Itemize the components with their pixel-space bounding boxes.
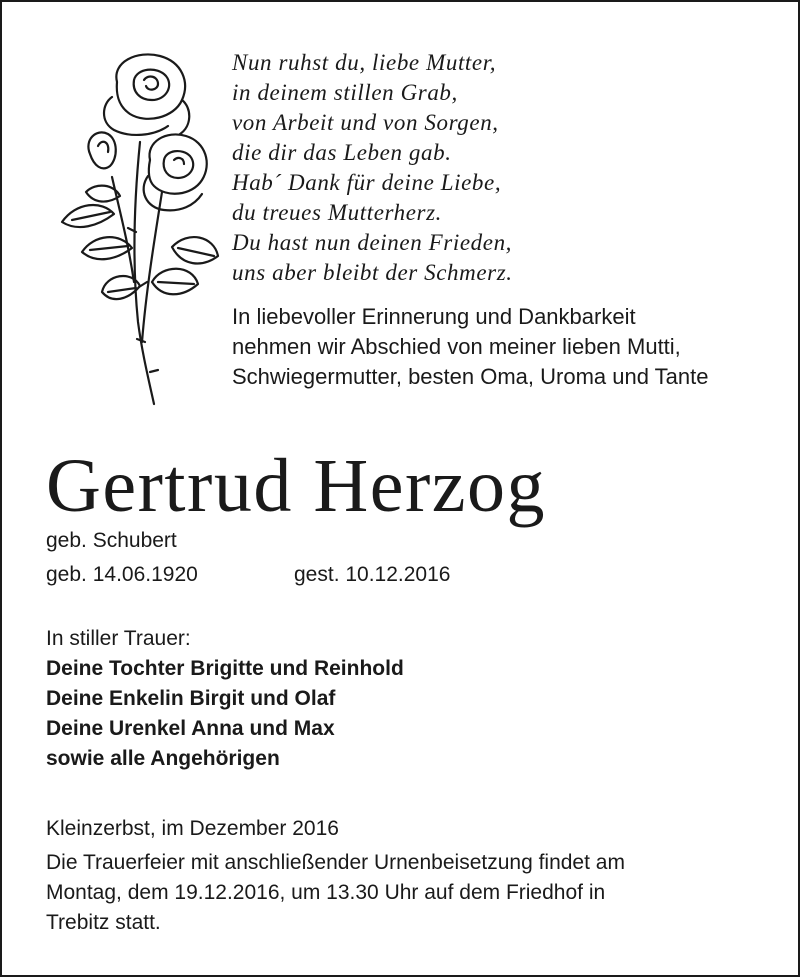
mourner-entry: Deine Enkelin Birgit und Olaf bbox=[46, 687, 336, 710]
mourning-heading: In stiller Trauer: bbox=[46, 627, 191, 650]
life-dates bbox=[46, 560, 451, 590]
mourner-entry: Deine Urenkel Anna und Max bbox=[46, 717, 335, 740]
poem-line: von Arbeit und von Sorgen, bbox=[232, 110, 499, 135]
poem-line: uns aber bleibt der Schmerz. bbox=[232, 260, 513, 285]
mourners-list bbox=[46, 654, 404, 774]
funeral-info bbox=[46, 848, 766, 938]
poem-line: Hab´ Dank für deine Liebe, bbox=[232, 170, 502, 195]
place-date: Kleinzerbst, im Dezember 2016 bbox=[46, 817, 339, 840]
birth-date: geb. 14.06.1920 bbox=[46, 563, 198, 586]
rose-drawing-icon bbox=[42, 42, 232, 412]
farewell-intro bbox=[232, 302, 792, 392]
death-date: gest. 10.12.2016 bbox=[294, 563, 451, 586]
intro-line: Schwiegermutter, besten Oma, Uroma und Tante bbox=[232, 364, 709, 389]
memorial-poem bbox=[232, 48, 772, 288]
funeral-line: Die Trauerfeier mit anschließender Urnenbeisetzung findet am bbox=[46, 851, 625, 874]
funeral-line: Montag, dem 19.12.2016, um 13.30 Uhr auf dem Friedhof in bbox=[46, 881, 606, 904]
maiden-name: geb. Schubert bbox=[46, 529, 177, 552]
poem-line: die dir das Leben gab. bbox=[232, 140, 452, 165]
poem-line: in deinem stillen Grab, bbox=[232, 80, 458, 105]
poem-line: Du hast nun deinen Frieden, bbox=[232, 230, 513, 255]
mourner-entry: sowie alle Angehörigen bbox=[46, 747, 280, 770]
mourner-entry: Deine Tochter Brigitte und Reinhold bbox=[46, 657, 404, 680]
funeral-line: Trebitz statt. bbox=[46, 911, 161, 934]
intro-line: nehmen wir Abschied von meiner lieben Mutti, bbox=[232, 334, 681, 359]
deceased-name: Gertrud Herzog bbox=[46, 444, 547, 528]
intro-line: In liebevoller Erinnerung und Dankbarkeit bbox=[232, 304, 636, 329]
poem-line: Nun ruhst du, liebe Mutter, bbox=[232, 50, 497, 75]
poem-line: du treues Mutterherz. bbox=[232, 200, 442, 225]
